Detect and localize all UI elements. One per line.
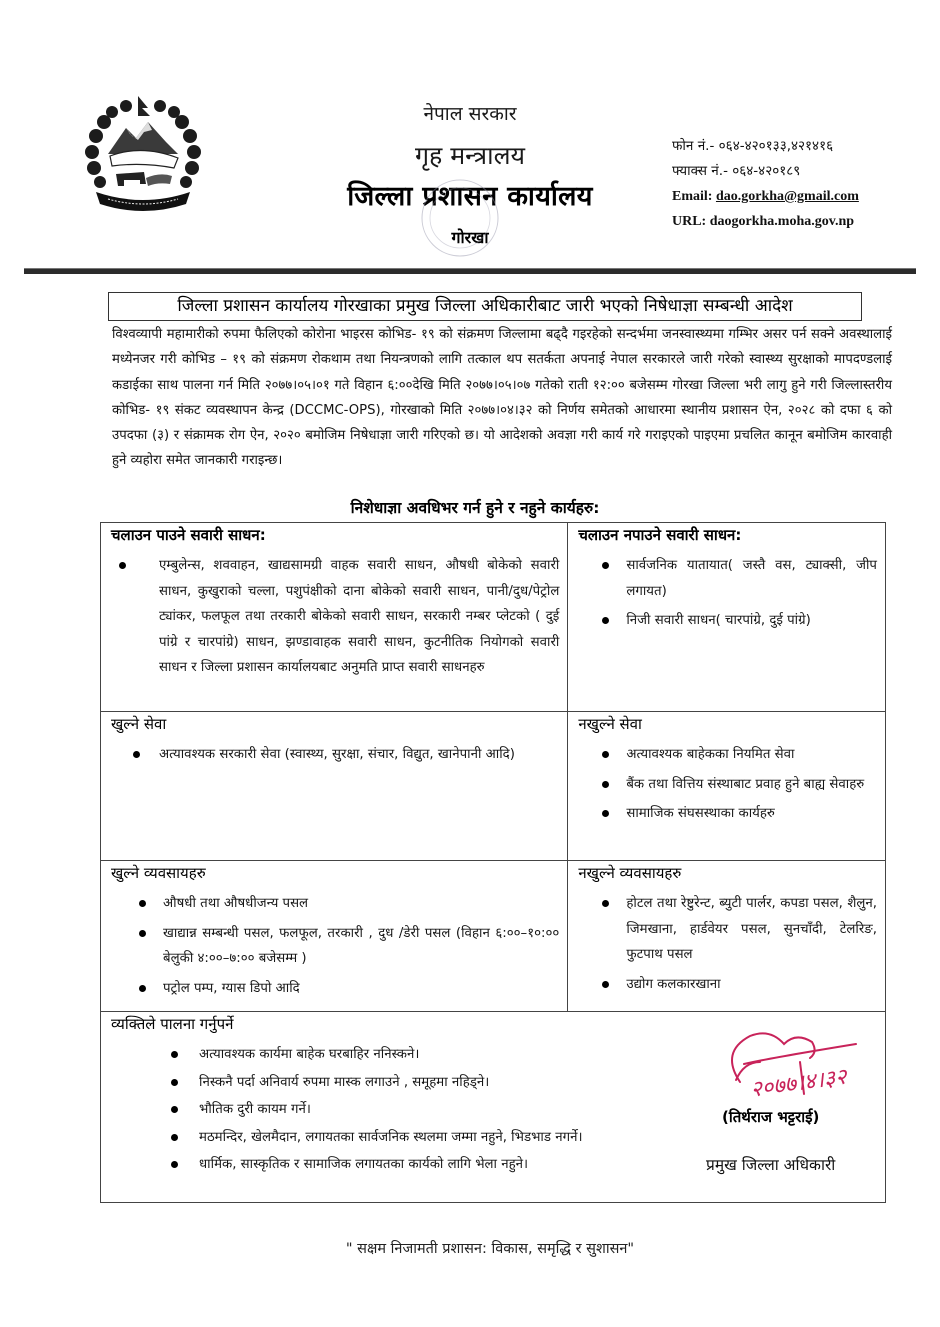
vehicles-allowed-cell xyxy=(101,523,568,712)
nepal-government-emblem xyxy=(82,92,204,216)
bullet-icon xyxy=(119,562,126,569)
vehicles-banned-cell xyxy=(568,523,886,712)
bullet-icon xyxy=(602,900,609,907)
email-label: Email: xyxy=(672,189,713,204)
bullet-icon xyxy=(171,1079,178,1086)
contact-block xyxy=(672,134,922,234)
vehicles-banned-list xyxy=(578,553,877,634)
list-item: खाद्यान्न सम्बन्धी पसल, फलफूल, तरकारी , दुध /डेरी पसल (विहान ६:००–१०:०० बेलुकी ४:००–७:०० बजेसम्म ) xyxy=(111,921,559,972)
businesses-closed-cell xyxy=(568,861,886,1012)
rules-subheading: निशेधाज्ञा अवधिभर गर्न हुने र नहुने कार्यहरु: xyxy=(350,499,600,517)
signatory-name: (तिर्थराज भट्टराई) xyxy=(722,1108,820,1126)
businesses-open-list xyxy=(111,891,559,1001)
vehicles-banned-heading: चलाउन नपाउने सवारी साधन: xyxy=(578,526,742,544)
bullet-icon xyxy=(139,900,146,907)
services-open-list xyxy=(111,742,559,768)
businesses-closed-list xyxy=(578,891,877,997)
handwritten-date: २०७७।४।३२ xyxy=(748,1064,849,1103)
vehicles-row xyxy=(101,523,886,712)
list-item: अत्यावश्यक सरकारी सेवा (स्वास्थ्य, सुरक्षा, संचार, विद्युत, खानेपानी आदि) xyxy=(111,742,559,768)
list-item: औषधी तथा औषधीजन्य पसल xyxy=(111,891,559,917)
list-item: मठमन्दिर, खेलमैदान, लगायतका सार्वजनिक स्थलमा जम्मा नहुने, भिडभाड नगर्ने। xyxy=(111,1125,671,1151)
personal-duties-heading: व्यक्तिले पालना गर्नुपर्ने xyxy=(111,1015,234,1033)
government-name: नेपाल सरकार xyxy=(423,103,517,125)
list-item: भौतिक दुरी कायम गर्ने। xyxy=(111,1097,671,1123)
url-link[interactable]: daogorkha.moha.gov.np xyxy=(709,214,855,229)
services-row xyxy=(101,712,886,861)
list-item: होटल तथा रेष्टुरेन्ट, ब्युटी पार्लर, कपडा पसल, शैलुन, जिमखाना, हार्डवेयर पसल, सुनचाँदी, टेलरिङ, फुटपाथ पसल xyxy=(578,891,877,968)
bullet-icon xyxy=(602,562,609,569)
vehicles-allowed-list xyxy=(111,553,559,681)
bullet-icon xyxy=(602,981,609,988)
bullet-icon xyxy=(171,1106,178,1113)
list-item: सार्वजनिक यातायात( जस्तै वस, ट्याक्सी, जीप लगायत) xyxy=(578,553,877,604)
bullet-icon xyxy=(602,810,609,817)
fax-label: फ्याक्स नं.- xyxy=(672,163,728,179)
ministry-name: गृह मन्त्रालय xyxy=(414,141,526,170)
signatory-designation: प्रमुख जिल्ला अधिकारी xyxy=(706,1156,836,1174)
businesses-row xyxy=(101,861,886,1012)
businesses-open-heading: खुल्ने व्यवसायहरु xyxy=(111,864,206,882)
intro-paragraph: विश्वव्यापी महामारीको रुपमा फैलिएको कोरोना भाइरस कोभिड- १९ को संक्रमण जिल्लामा बढ्दै गइरहेको सन्दर्भमा जनस्वास्थ्यमा गम्भिर असर पर्न सक्ने अवस्थालाई मध्येनजर गरी कोभिड – १९ को संक्रमण रोकथाम तथा नियन्त्रणको लागि तत्काल थप सतर्कता अपनाई नेपाल सरकारले जारी गरेको स्वास्थ्य सुरक्षाको मापदण्डलाई कडाईका साथ पालना गर्न मिति २०७७।०५।०१ गते विहान ६:००देखि मिति २०७७।०५।०७ गतेको राती १२:०० बजेसम्म गोरखा जिल्ला भरी लागु हुने गरी जिल्लास्तरीय कोभिड- १९ संकट व्यवस्थापन केन्द्र (DCCMC-OPS), गोरखाको मिति २०७७।०४।३२ को निर्णय समेतको आधारमा स्थानीय प्रशासन ऐन, २०२८ को दफा ६ को उपदफा (३) र संक्रामक रोग ऐन, २०२० बमोजिम निषेधाज्ञा जारी गरिएको छ। यो आदेशको अवज्ञा गरी कार्य गरे गराइएको पाइएमा प्रचलित कानून बमोजिम कारवाही हुने व्यहोरा समेत जानकारी गराइन्छ। xyxy=(112,327,892,469)
list-item: धार्मिक, सास्कृतिक र सामाजिक लगायतका कार्यको लागि भेला नहुने। xyxy=(111,1152,671,1178)
services-closed-heading: नखुल्ने सेवा xyxy=(578,715,642,733)
bullet-icon xyxy=(171,1051,178,1058)
bullet-icon xyxy=(602,781,609,788)
fax-value: ०६४-४२०१८९ xyxy=(732,163,801,179)
url-line xyxy=(672,209,922,234)
personal-duties-list xyxy=(111,1042,671,1178)
services-open-cell xyxy=(101,712,568,861)
phone-line xyxy=(672,134,922,159)
list-item: निस्कनै पर्दा अनिवार्य रुपमा मास्क लगाउने , समूहमा नहिड्ने। xyxy=(111,1070,671,1096)
header-divider xyxy=(24,268,916,274)
footer-slogan: " सक्षम निजामती प्रशासन: विकास, समृद्धि र सुशासन" xyxy=(345,1241,635,1257)
email-link[interactable]: dao.gorkha@gmail.com xyxy=(715,189,859,204)
email-line xyxy=(672,184,922,209)
list-item: अत्यावश्यक कार्यमा बाहेक घरबाहिर ननिस्कने। xyxy=(111,1042,671,1068)
district-name: गोरखा xyxy=(451,228,489,247)
vehicles-allowed-heading: चलाउन पाउने सवारी साधन: xyxy=(111,526,266,544)
bullet-icon xyxy=(171,1134,178,1141)
list-item: उद्योग कलकारखाना xyxy=(578,972,877,998)
services-open-heading: खुल्ने सेवा xyxy=(111,715,167,733)
fax-line xyxy=(672,159,922,184)
businesses-open-cell xyxy=(101,861,568,1012)
office-name: जिल्ला प्रशासन कार्यालय xyxy=(347,181,593,212)
phone-label: फोन नं.- xyxy=(672,138,715,154)
services-closed-cell xyxy=(568,712,886,861)
bullet-icon xyxy=(133,751,140,758)
list-item: पट्रोल पम्प, ग्यास डिपो आदि xyxy=(111,976,559,1002)
emblem-icon xyxy=(82,92,204,216)
list-item: अत्यावश्यक बाहेकका नियमित सेवा xyxy=(578,742,877,768)
bullet-icon xyxy=(171,1161,178,1168)
bullet-icon xyxy=(602,751,609,758)
list-item: सामाजिक संघसस्थाका कार्यहरु xyxy=(578,801,877,827)
restrictions-table xyxy=(100,522,886,1203)
list-item: निजी सवारी साधन( चारपांग्रे, दुई पांग्रे) xyxy=(578,608,877,634)
url-label: URL: xyxy=(672,214,707,229)
order-title: जिल्ला प्रशासन कार्यालय गोरखाका प्रमुख जिल्ला अधिकारीबाट जारी भएको निषेधाज्ञा सम्बन्धी आदेश xyxy=(108,292,862,321)
list-item: एम्बुलेन्स, शववाहन, खाद्यसामग्री वाहक सवारी साधन, औषधी बोकेको सवारी साधन, कुखुराको चल्ला, पशुपंक्षीको दाना बोकेको सवारी साधन, पानी/दुध/पेट्रोल ट्यांकर, फलफूल तथा तरकारी बोकेको सवारी साधन, सरकारी नम्बर प्लेटको ( दुई पांग्रे र चारपांग्रे) साधन, झण्डावाहक सवारी साधन, कुटनीतिक नियोगको सवारी साधन र जिल्ला प्रशासन कार्यालयबाट अनुमति प्राप्त सवारी साधनहरु xyxy=(111,553,559,681)
businesses-closed-heading: नखुल्ने व्यवसायहरु xyxy=(578,864,682,882)
bullet-icon xyxy=(139,985,146,992)
bullet-icon xyxy=(602,617,609,624)
list-item: बैंक तथा वित्तिय संस्थाबाट प्रवाह हुने बाह्य सेवाहरु xyxy=(578,772,877,798)
bullet-icon xyxy=(139,930,146,937)
phone-value: ०६४-४२०१३३,४२१४१६ xyxy=(718,138,834,154)
services-closed-list xyxy=(578,742,877,827)
